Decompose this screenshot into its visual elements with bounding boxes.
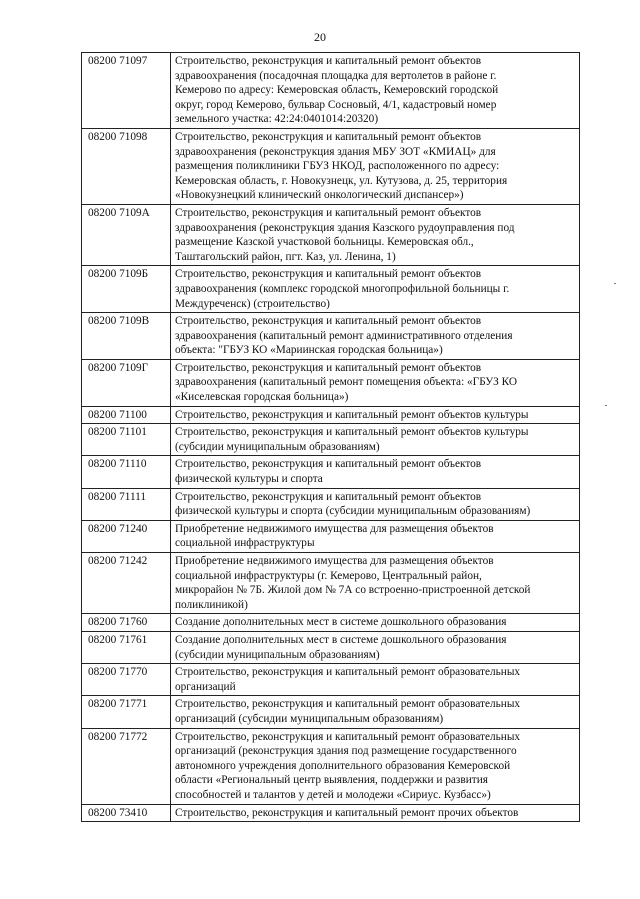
table-row [82,313,580,360]
table-row [82,204,580,265]
table-row [82,631,580,663]
table-row [82,424,580,456]
code-cell: 08200 71240 [82,520,171,552]
budget-codes-table [81,52,580,822]
code-cell: 08200 71111 [82,488,171,520]
code-cell: 08200 71772 [82,728,171,804]
description-cell: Строительство, реконструкция и капитальный ремонт объектов здравоохранения (капитальный ремонт административного отделения объекта: "ГБУЗ КО «Мариинская городская больница») [171,313,580,360]
table-row [82,128,580,204]
code-cell: 08200 71771 [82,696,171,728]
table-row [82,488,580,520]
description-cell: Строительство, реконструкция и капитальный ремонт объектов здравоохранения (посадочная площадка для вертолетов в районе г. Кемерово по адресу: Кемеровская область, Кемеровский городской округ, город Кемерово, бульвар Сосновый, 4/1, кадастровый номер земельного участка: 42:24:0401014:20320) [171,53,580,129]
code-cell: 08200 7109А [82,204,171,265]
table-row [82,728,580,804]
code-cell: 08200 71100 [82,406,171,424]
table-row [82,456,580,488]
description-cell: Строительство, реконструкция и капитальный ремонт объектов здравоохранения (реконструкция здания МБУ ЗОТ «КМИАЦ» для размещения поликлиники ГБУЗ НКОД, расположенного по адресу: Кемеровская область, г. Новокузнецк, ул. Кутузова, д. 25, территория «Новокузнецкий клинический онкологический диспансер») [171,128,580,204]
description-cell: Приобретение недвижимого имущества для размещения объектов социальной инфраструктуры (г. Кемерово, Центральный район, микрорайон № 7Б. Жилой дом № 7А со встроенно-пристроенной детской поликлиникой) [171,553,580,614]
code-cell: 08200 71770 [82,664,171,696]
table-row [82,520,580,552]
description-cell: Строительство, реконструкция и капитальный ремонт объектов здравоохранения (капитальный ремонт помещения объекта: «ГБУЗ КО «Киселевская городская больница») [171,359,580,406]
code-cell: 08200 7109В [82,313,171,360]
description-cell: Строительство, реконструкция и капитальный ремонт образовательных организаций [171,664,580,696]
code-cell: 08200 71760 [82,614,171,632]
table-row [82,614,580,632]
table-row [82,696,580,728]
table-row [82,804,580,822]
description-cell: Строительство, реконструкция и капитальный ремонт образовательных организаций (реконструкция здания под размещение государственного автономного учреждения дополнительного образования Кемеровской области «Региональный центр выявления, поддержки и развития способностей и талантов у детей и молодежи «Сириус. Кузбасс») [171,728,580,804]
description-cell: Строительство, реконструкция и капитальный ремонт объектов здравоохранения (реконструкция здания Казского рудоуправления под размещение Казской участковой больницы. Кемеровская обл., Таштагольский район, пгт. Каз, ул. Ленина, 1) [171,204,580,265]
scan-speck [614,283,616,284]
description-cell: Строительство, реконструкция и капитальный ремонт объектов культуры [171,406,580,424]
description-cell: Строительство, реконструкция и капитальный ремонт объектов здравоохранения (комплекс городской многопрофильной больницы г. Междуреченск) (строительство) [171,266,580,313]
code-cell: 08200 71097 [82,53,171,129]
code-cell: 08200 71242 [82,553,171,614]
description-cell: Строительство, реконструкция и капитальный ремонт объектов физической культуры и спорта [171,456,580,488]
code-cell: 08200 71098 [82,128,171,204]
code-cell: 08200 7109Г [82,359,171,406]
code-cell: 08200 73410 [82,804,171,822]
table-row [82,266,580,313]
description-cell: Строительство, реконструкция и капитальный ремонт объектов физической культуры и спорта (субсидии муниципальным образованиям) [171,488,580,520]
table-row [82,553,580,614]
table-row [82,53,580,129]
code-cell: 08200 71110 [82,456,171,488]
description-cell: Строительство, реконструкция и капитальный ремонт прочих объектов [171,804,580,822]
table-row [82,406,580,424]
description-cell: Создание дополнительных мест в системе дошкольного образования (субсидии муниципальным образованиям) [171,631,580,663]
code-cell: 08200 7109Б [82,266,171,313]
description-cell: Создание дополнительных мест в системе дошкольного образования [171,614,580,632]
code-cell: 08200 71101 [82,424,171,456]
description-cell: Приобретение недвижимого имущества для размещения объектов социальной инфраструктуры [171,520,580,552]
table-body [82,53,580,822]
description-cell: Строительство, реконструкция и капитальный ремонт образовательных организаций (субсидии муниципальным образованиям) [171,696,580,728]
page-number: 20 [314,30,326,44]
code-cell: 08200 71761 [82,631,171,663]
description-cell: Строительство, реконструкция и капитальный ремонт объектов культуры (субсидии муниципальным образованиям) [171,424,580,456]
table-row [82,359,580,406]
scan-speck [605,405,607,406]
table-row [82,664,580,696]
